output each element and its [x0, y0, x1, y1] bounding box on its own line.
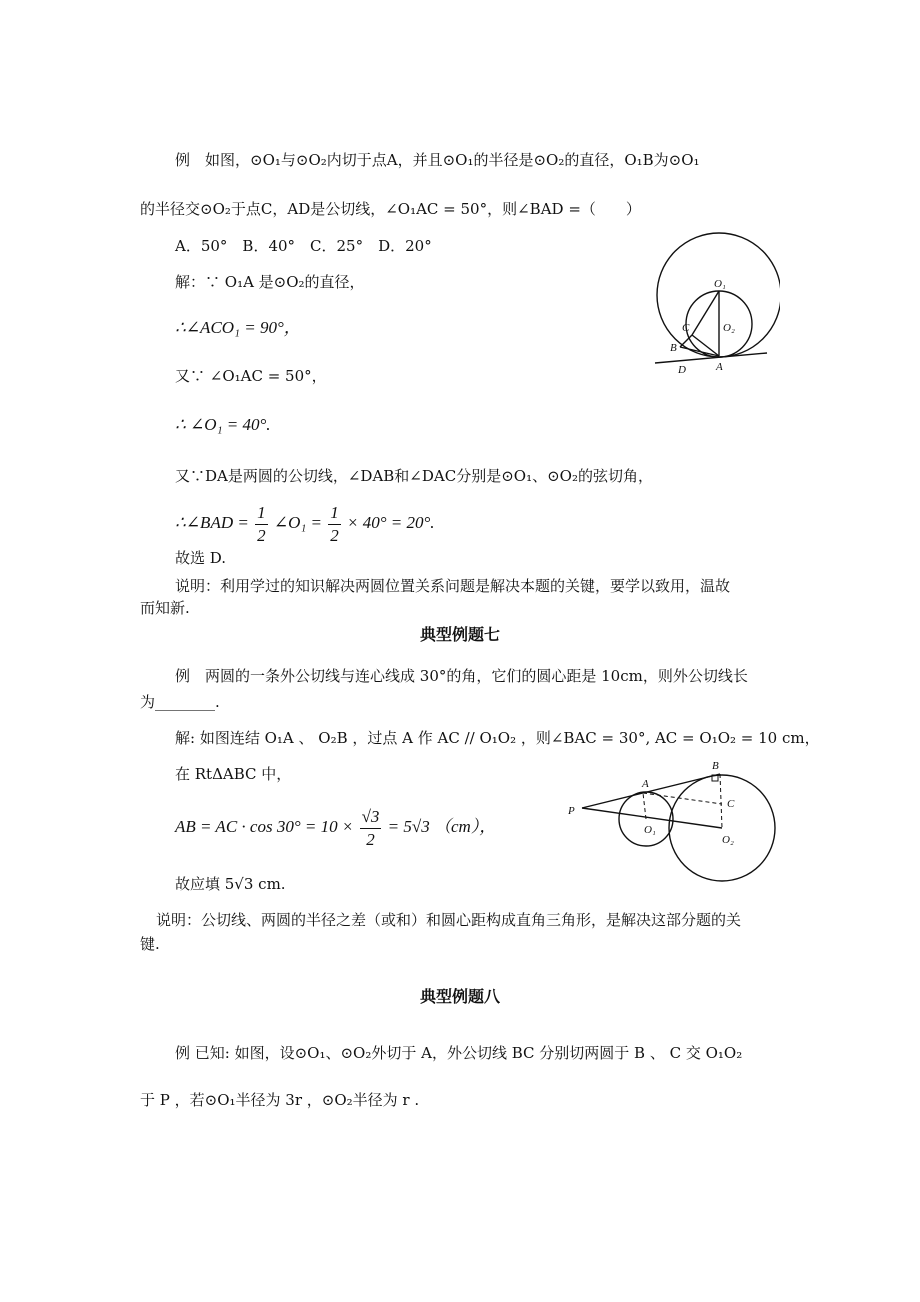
ex6-fraction-1: $\frac{1}{2}$ [257, 502, 266, 545]
ex7-question-line1: 例 两圆的一条外公切线与连心线成 30°的角，它们的圆心距是 10cm，则外公切线长 [175, 667, 748, 685]
ex6-solution-line1: 解：∵ O₁A 是⊙O₂的直径， [175, 273, 365, 291]
fig2-segment-o1a [643, 793, 646, 819]
fig2-label-c: C [727, 798, 735, 810]
fig2-label-o1: O₁ [644, 824, 656, 836]
ex7-solution-line2: 在 RtΔABC 中， [175, 765, 292, 783]
fig1-segment-o1c [692, 291, 719, 335]
fig2-tangent-line [582, 774, 720, 808]
ex8-question-line1: 例 已知: 如图，设⊙O₁、⊙O₂外切于 A，外公切线 BC 分别切两圆于 B 、 C 交 O₁O₂ [175, 1044, 743, 1062]
ex7-figure [560, 755, 790, 890]
ex6-sol6-pre: ∴∠BAD = [175, 513, 249, 532]
ex8-title: 典型例题八 [419, 987, 500, 1006]
ex6-options: A．50° B．40° C．25° D．20° [175, 237, 432, 255]
ex6-note-line1: 说明：利用学过的知识解决两圆位置关系问题是解决本题的关键，要学以致用，温故 [175, 577, 731, 595]
ex6-figure [640, 225, 780, 385]
ex6-solution-line3: 又∵ ∠O₁AC = 50°， [175, 367, 327, 385]
ex7-solution-line3 [175, 804, 496, 851]
ex6-fraction-2: $\frac{1}{2}$ [330, 502, 339, 545]
fig2-label-a: A [642, 778, 649, 790]
ex7-note-line2: 键. [140, 935, 160, 953]
ex6-solution-line6 [175, 500, 435, 547]
ex7-note-line1: 说明：公切线、两圆的半径之差（或和）和圆心距构成直角三角形，是解决这部分题的关 [156, 911, 742, 929]
ex6-question-line1: 例 如图，⊙O₁与⊙O₂内切于点A，并且⊙O₁的半径是⊙O₂的直径，O₁B为⊙O₁ [175, 151, 700, 169]
fig1-label-d: D [678, 364, 686, 376]
fig2-segment-ac [643, 793, 722, 804]
fig1-label-c: C [682, 322, 690, 334]
ex7-sol3-post: = 5√3 （cm）， [387, 817, 497, 836]
fig2-segment-o2b [720, 774, 722, 828]
ex7-question-line2: 为________. [140, 693, 220, 711]
ex6-solution-line2: ∴∠ACO₁ = 90°， [175, 318, 301, 337]
ex7-solution-line1: 解: 如图连结 O₁A 、 O₂B ，过点 A 作 AC // O₁O₂ ，则∠BAC = 30°, AC = O₁O₂ = 10 cm， [175, 729, 820, 747]
ex8-question-line2: 于 P ，若⊙O₁半径为 3r ，⊙O₂半径为 r . [140, 1091, 420, 1109]
fig2-label-o2: O₂ [722, 834, 734, 846]
ex7-title: 典型例题七 [419, 625, 500, 644]
fig2-label-b: B [712, 760, 719, 772]
ex6-solution-line4: ∴ ∠O₁ = 40°. [175, 415, 271, 434]
ex7-fill-answer: 故应填 5√3 cm. [175, 875, 286, 893]
fig2-label-p: P [568, 805, 575, 817]
ex6-sol6-mid: ∠O₁ = [273, 513, 322, 532]
ex7-fraction: $\frac{√3}{2}$ [361, 806, 380, 849]
fig1-label-o2: O₂ [723, 322, 735, 334]
ex6-choose: 故选 D. [175, 549, 227, 567]
ex6-solution-line5: 又∵DA是两圆的公切线，∠DAB和∠DAC分别是⊙O₁、⊙O₂的弦切角， [175, 467, 653, 485]
ex6-note-line2: 而知新. [140, 599, 190, 617]
fig1-label-o1: O₁ [714, 278, 726, 290]
ex6-question-line2: 的半径交⊙O₂于点C，AD是公切线，∠O₁AC = 50°，则∠BAD =（ ） [140, 200, 641, 218]
ex7-sol3-pre: AB = AC · cos 30° = 10 × [175, 817, 354, 836]
fig1-label-b: B [670, 342, 677, 354]
fig1-label-a: A [716, 361, 723, 373]
ex6-sol6-post: × 40° = 20°. [346, 513, 435, 532]
